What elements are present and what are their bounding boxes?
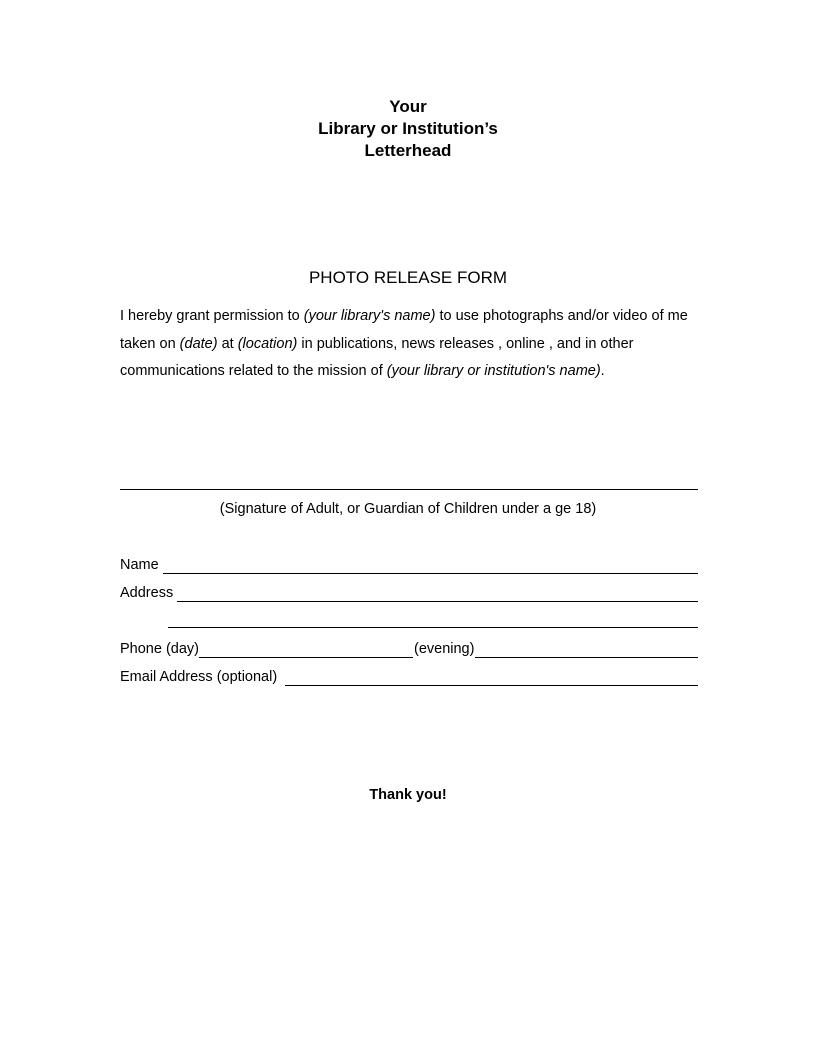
form-title: PHOTO RELEASE FORM <box>308 268 508 287</box>
phone-row <box>120 638 698 658</box>
thank-you-text: Thank you! <box>369 787 447 803</box>
signature-caption: (Signature of Adult, or Guardian of Children under a ge 18) <box>219 501 597 517</box>
location-placeholder: (location) <box>237 335 298 352</box>
permission-paragraph <box>120 303 700 386</box>
date-placeholder: (date) <box>179 335 218 352</box>
paragraph-text-3: at <box>217 335 238 352</box>
address-label: Address <box>120 585 174 601</box>
paragraph-text-5: . <box>600 363 605 379</box>
phone-evening-label: (evening) <box>414 641 475 657</box>
paragraph-text-2: to use photographs and/or video of me taken on <box>120 308 688 352</box>
phone-day-label: Phone (day) <box>120 641 199 657</box>
paragraph-text-4: in publications, news releases , online , and in other communications related to the mission of <box>120 335 634 379</box>
name-row <box>120 554 698 574</box>
letterhead <box>0 96 816 162</box>
name-field-line[interactable] <box>163 557 698 574</box>
paragraph-text-1: I hereby grant permission to <box>120 308 304 324</box>
institution-name-placeholder: (your library or institution's name) <box>386 363 601 379</box>
phone-evening-field-line[interactable] <box>475 641 698 658</box>
address-field-line-1[interactable] <box>177 585 698 602</box>
email-row <box>120 666 698 686</box>
signature-line[interactable] <box>120 489 698 490</box>
letterhead-line-3: Letterhead <box>364 141 452 160</box>
letterhead-line-1: Your <box>389 97 427 116</box>
email-label: Email Address (optional) <box>120 669 278 685</box>
letterhead-line-2: Library or Institution’s <box>318 119 498 138</box>
email-field-line[interactable] <box>285 669 698 686</box>
address-field-line-2[interactable] <box>168 627 698 628</box>
name-label: Name <box>120 557 159 573</box>
address-row <box>120 582 698 602</box>
library-name-placeholder: (your library's name) <box>303 308 436 324</box>
phone-day-field-line[interactable] <box>199 641 413 658</box>
